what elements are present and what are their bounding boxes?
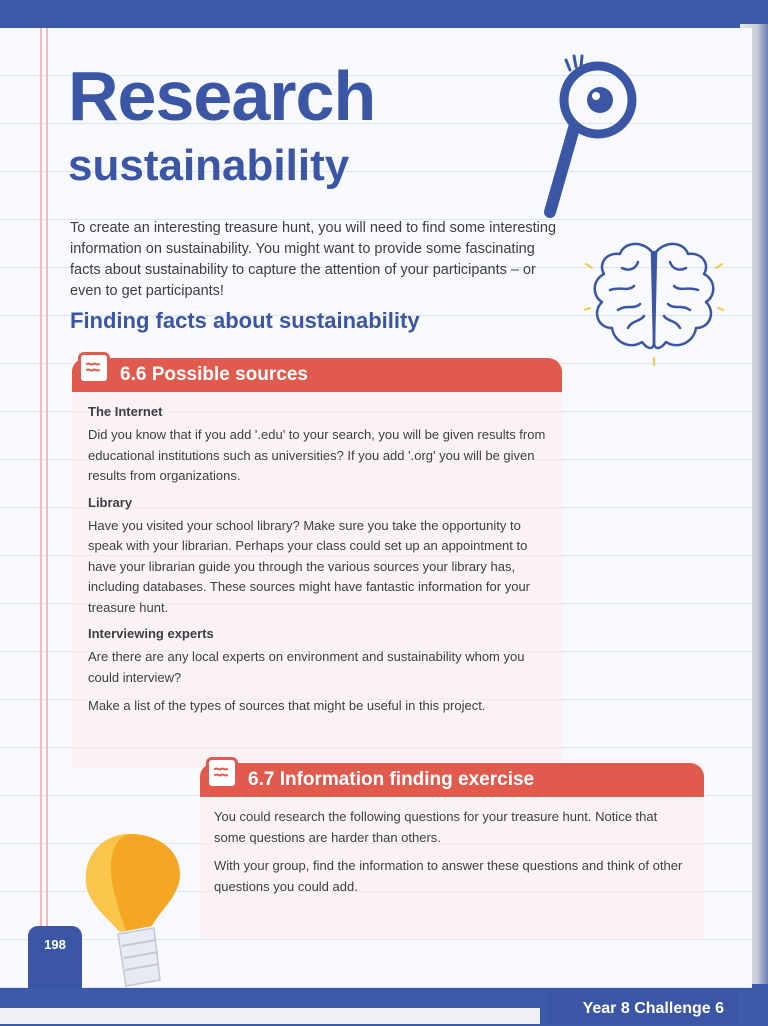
page-number: 198 bbox=[28, 926, 82, 988]
possible-sources-box bbox=[72, 358, 562, 768]
page-title-line2: sustainability bbox=[68, 141, 350, 190]
next-page-edge bbox=[0, 1008, 540, 1024]
possible-sources-header bbox=[72, 358, 562, 392]
chat-icon bbox=[78, 352, 110, 384]
exercise-paragraph-1: You could research the following questions for your treasure hunt. Notice that some questions are harder than others. bbox=[214, 809, 658, 845]
library-paragraph: Have you visited your school library? Make sure you take the opportunity to speak with your librarian. Perhaps your class could set up an appointment to have your librarian guide you through the various sources your library has, including databases. These sources might have fantastic information for your treasure hunt. bbox=[88, 517, 530, 615]
textbook-page bbox=[0, 28, 752, 988]
brain-icon bbox=[584, 238, 724, 368]
section-title-internet: The Internet bbox=[88, 404, 163, 419]
section-title-experts: Interviewing experts bbox=[88, 626, 214, 641]
information-exercise-title: 6.7 Information finding exercise bbox=[248, 769, 535, 790]
exercise-paragraph-2: With your group, find the information to answer these questions and think of other questions you could add. bbox=[214, 858, 683, 894]
footer-chapter-label: Year 8 Challenge 6 bbox=[548, 992, 738, 1024]
page-title-line1: Research bbox=[68, 57, 376, 135]
margin-line bbox=[46, 28, 48, 988]
intro-paragraph: To create an interesting treasure hunt, you will need to find some interesting information on sustainability. You might want to provide some fascinating facts about sustainability to capture the attention of your participants – or even to get participants! bbox=[70, 220, 557, 299]
margin-line bbox=[40, 28, 42, 988]
chat-icon bbox=[206, 757, 238, 789]
light-bulb-icon bbox=[80, 830, 190, 988]
section-subheading: Finding facts about sustainability bbox=[70, 308, 420, 333]
information-exercise-box bbox=[200, 763, 704, 938]
section-title-library: Library bbox=[88, 494, 133, 510]
possible-sources-title: 6.6 Possible sources bbox=[120, 364, 308, 385]
information-exercise-header bbox=[200, 763, 704, 797]
experts-paragraph: Are there are any local experts on environment and sustainability whom you could interview? bbox=[88, 649, 525, 685]
internet-paragraph: Did you know that if you add '.edu' to your search, you will be given results from educational institutions such as universities? If you add '.org' you will be given results from organizations. bbox=[88, 427, 546, 483]
sources-list-paragraph: Make a list of the types of sources that might be useful in this project. bbox=[88, 698, 486, 713]
magnifying-glass-icon bbox=[540, 50, 650, 220]
